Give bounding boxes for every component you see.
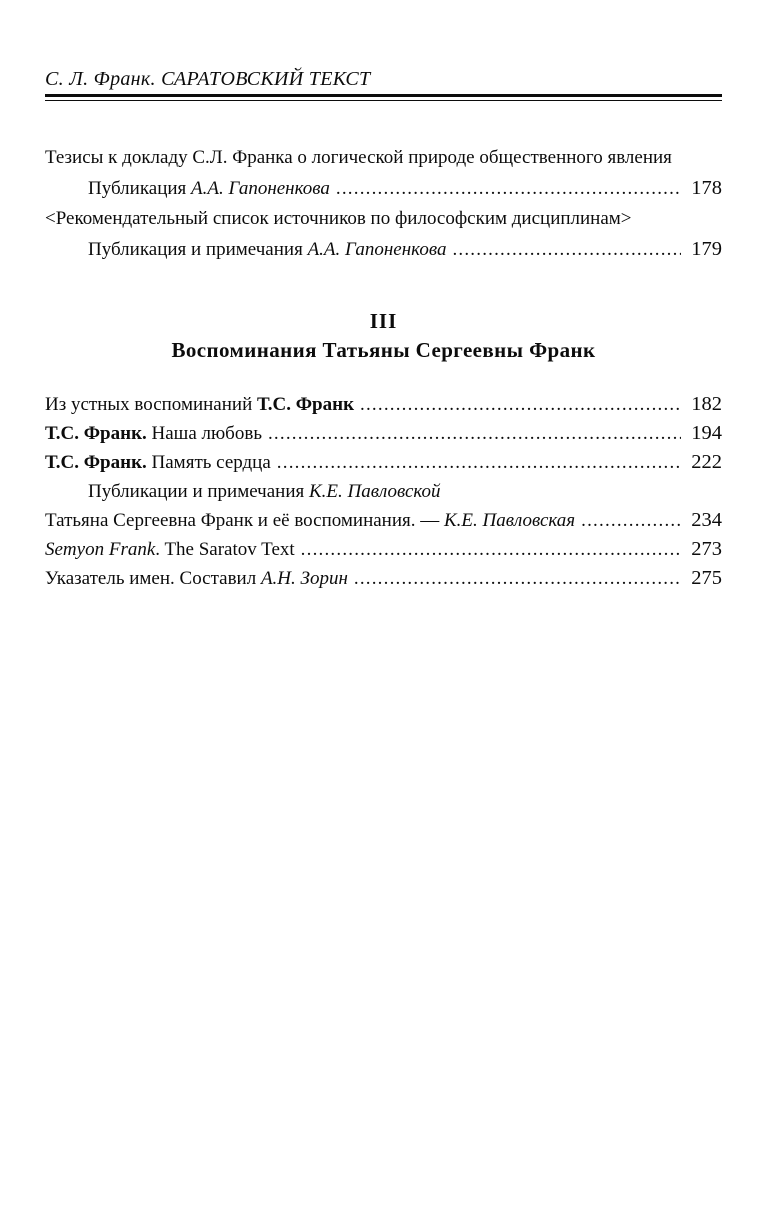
toc-entry xyxy=(45,535,722,564)
dot-leader xyxy=(336,174,681,204)
toc-entry-text: Татьяна Сергеевна Франк и её воспоминания. — К.Е. Павловская xyxy=(45,510,576,531)
toc-entry-text: Указатель имен. Составил А.Н. Зорин xyxy=(45,568,348,589)
page-number: 179 xyxy=(691,238,722,260)
dot-leader xyxy=(268,419,681,448)
toc-entry xyxy=(45,448,722,477)
toc-section-top xyxy=(45,143,722,265)
toc-entry-text: Публикации и примечания К.Е. Павловской xyxy=(88,481,441,502)
toc-entry-text: Т.С. Франк. Наша любовь xyxy=(45,423,262,444)
running-head: С. Л. Франк. САРАТОВСКИЙ ТЕКСТ xyxy=(45,68,371,90)
toc-entry-text: Публикация и примечания А.А. Гапоненкова xyxy=(88,239,447,260)
toc-entry-text: Из устных воспоминаний Т.С. Франк xyxy=(45,394,355,415)
toc-entry xyxy=(45,390,722,419)
toc-entry xyxy=(45,234,722,265)
page-number: 234 xyxy=(691,509,722,531)
page-number: 275 xyxy=(691,567,722,589)
toc-entry-text: Публикация А.А. Гапоненкова xyxy=(88,178,330,199)
dot-leader xyxy=(301,535,681,564)
toc-section-bottom xyxy=(45,390,722,593)
section-heading xyxy=(45,307,722,365)
page-number: 222 xyxy=(691,451,722,473)
page-number: 194 xyxy=(691,422,722,444)
toc-entry xyxy=(45,204,722,234)
page-number: 273 xyxy=(691,538,722,560)
dot-leader xyxy=(277,448,681,477)
page-number: 182 xyxy=(691,393,722,415)
dot-leader xyxy=(452,235,681,265)
dot-leader xyxy=(360,390,681,419)
toc-entry xyxy=(45,173,722,204)
toc-entry xyxy=(45,419,722,448)
dot-leader xyxy=(354,564,681,593)
toc-entry xyxy=(45,564,722,593)
toc-entry-text: Тезисы к докладу С.Л. Франка о логической природе общественного явления xyxy=(45,147,672,168)
toc-entry xyxy=(45,477,722,506)
header-rule xyxy=(45,94,722,101)
toc-entry-text: <Рекомендательный список источников по философским дисциплинам> xyxy=(45,208,632,229)
toc-entry-text: Semyon Frank. The Saratov Text xyxy=(45,539,295,560)
toc-entry xyxy=(45,506,722,535)
page-number: 178 xyxy=(691,177,722,199)
section-title: Воспоминания Татьяны Сергеевны Франк xyxy=(171,338,596,362)
section-number: III xyxy=(369,309,398,333)
toc-entry-text: Т.С. Франк. Память сердца xyxy=(45,452,271,473)
dot-leader xyxy=(581,506,681,535)
toc-entry xyxy=(45,143,722,173)
